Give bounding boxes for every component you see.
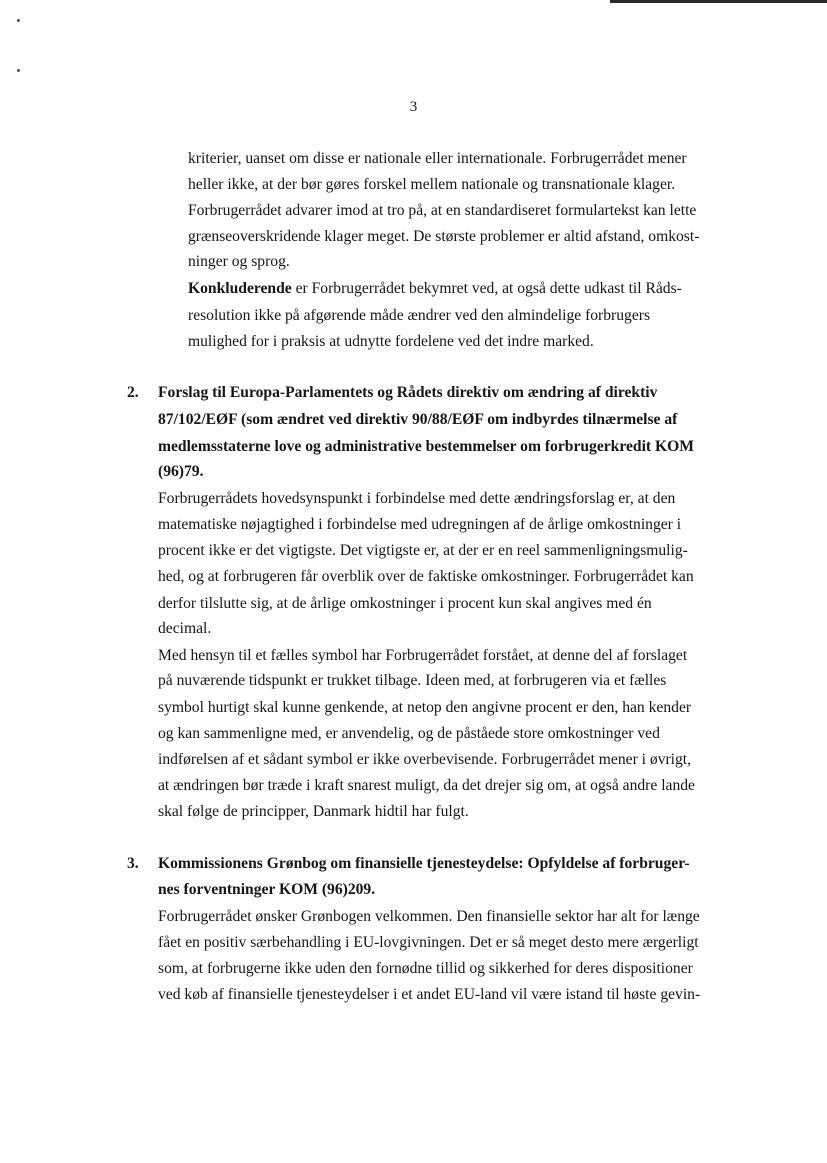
text-line: decimal.: [158, 620, 212, 637]
section-number: 2.: [127, 384, 139, 401]
section-heading-line: nes forventninger KOM (96)209.: [158, 881, 376, 898]
text-line: derfor tilslutte sig, at de årlige omkostninger i procent kun skal angives med én: [158, 595, 652, 612]
text-line: resolution ikke på afgørende måde ændrer ved den almindelige forbrugers: [188, 307, 651, 324]
scan-speck: [17, 19, 20, 22]
section-number: 3.: [127, 855, 139, 872]
text-line: hed, og at forbrugeren får overblik over de faktiske omkostninger. Forbrugerrådet kan: [158, 568, 694, 585]
text-line: fået en positiv særbehandling i EU-lovgivningen. Det er så meget desto mere ærgerligt: [158, 934, 699, 951]
section-heading-line: (96)79.: [158, 463, 204, 480]
conclusion-line: [188, 279, 682, 299]
text-line: matematiske nøjagtighed i forbindelse med udregningen af de årlige omkostninger i: [158, 516, 682, 533]
scan-edge-mark: [610, 0, 827, 3]
text-line: grænseoverskridende klager meget. De største problemer er altid afstand, omkost-: [188, 228, 700, 245]
text-line: indførelsen af et sådant symbol er ikke overbevisende. Forbrugerrådet mener i øvrigt,: [158, 751, 692, 768]
text-line: mulighed for i praksis at udnytte fordelene ved det indre marked.: [188, 333, 594, 350]
page-number: 3: [409, 99, 418, 115]
section-heading-line: medlemsstaterne love og administrative bestemmelser om forbrugerkredit KOM: [158, 438, 694, 455]
text-line: procent ikke er det vigtigste. Det vigtigste er, at der er en reel sammenligningsmulig-: [158, 542, 688, 559]
conclusion-rest: er Forbrugerrådet bekymret ved, at også dette udkast til Råds-: [291, 280, 682, 297]
text-line: ninger og sprog.: [188, 253, 290, 270]
text-line: Forbrugerrådet advarer imod at tro på, at en standardiseret formulartekst kan lette: [188, 202, 697, 219]
section-heading-line: 87/102/EØF (som ændret ved direktiv 90/88/EØF om indbyrdes tilnærmelse af: [158, 411, 678, 428]
text-line: Med hensyn til et fælles symbol har Forbrugerrådet forstået, at denne del af forslaget: [158, 647, 688, 664]
scan-speck: [17, 69, 20, 72]
text-line: og kan sammenligne med, er anvendelig, og de påståede store omkostninger ved: [158, 725, 660, 742]
text-line: at ændringen bør træde i kraft snarest muligt, da det drejer sig om, at også andre lande: [158, 777, 695, 794]
text-line: som, at forbrugerne ikke uden den fornødne tillid og sikkerhed for deres dispositioner: [158, 960, 693, 977]
text-line: på nuværende tidspunkt er trukket tilbage. Ideen med, at forbrugeren via et fælles: [158, 672, 667, 689]
text-line: heller ikke, at der bør gøres forskel mellem nationale og transnationale klager.: [188, 176, 676, 193]
text-line: Forbrugerrådets hovedsynspunkt i forbindelse med dette ændringsforslag er, at den: [158, 490, 676, 507]
section-heading-line: Forslag til Europa-Parlamentets og Rådets direktiv om ændring af direktiv: [158, 384, 658, 401]
text-line: ved køb af finansielle tjenesteydelser i et andet EU-land vil være istand til høste gevin-: [158, 986, 701, 1003]
text-line: skal følge de principper, Danmark hidtil har fulgt.: [158, 803, 469, 820]
section-heading-line: Kommissionens Grønbog om finansielle tjenesteydelse: Opfyldelse af forbruger-: [158, 855, 690, 872]
conclusion-lead: Konkluderende: [188, 280, 292, 297]
text-line: Forbrugerrådet ønsker Grønbogen velkommen. Den finansielle sektor har alt for længe: [158, 908, 700, 925]
text-line: symbol hurtigt skal kunne genkende, at netop den angivne procent er den, han kender: [158, 699, 692, 716]
text-line: kriterier, uanset om disse er nationale eller internationale. Forbrugerrådet mener: [188, 150, 687, 167]
